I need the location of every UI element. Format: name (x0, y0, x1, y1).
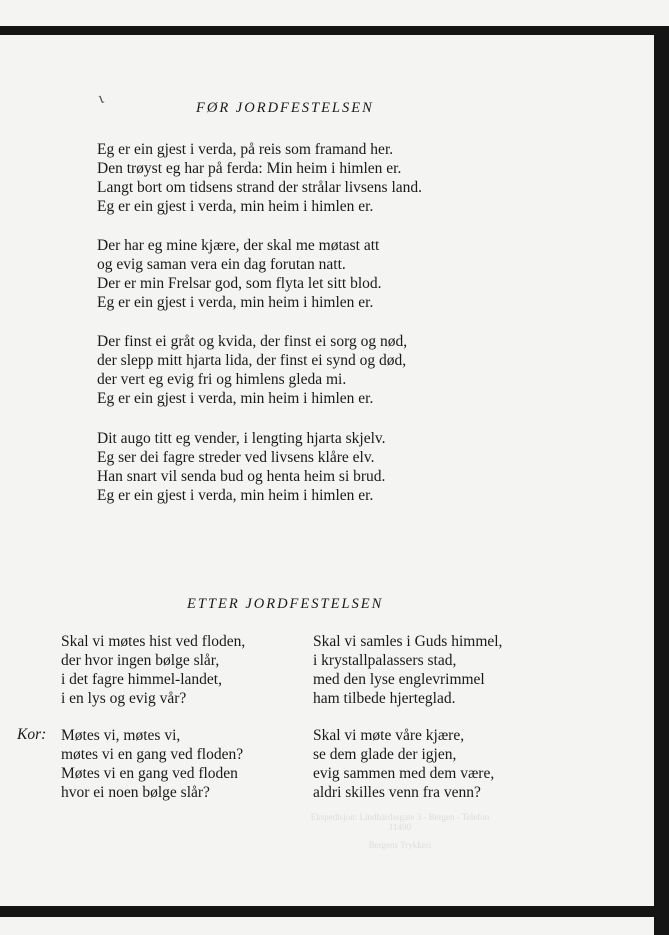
stanza-line: Der har eg mine kjære, der skal me møtast att (97, 237, 380, 254)
verse-line: Skal vi møtes hist ved floden, (61, 633, 246, 650)
pencil-mark-icon: ɩ (96, 89, 106, 108)
stanza-line: og evig saman vera ein dag forutan natt. (97, 256, 346, 273)
hymn-stanza (97, 429, 637, 505)
verse-line: hvor ei noen bølge slår? (61, 784, 210, 801)
stanza-line: Eg ser dei fagre streder ved livsens klåre elv. (97, 449, 375, 466)
page-border-right (654, 26, 669, 935)
section-title-after: ETTER JORDFESTELSEN (187, 596, 384, 612)
stanza-line: Der finst ei gråt og kvida, der finst ei sorg og nød, (97, 333, 408, 350)
chorus-verse (61, 726, 331, 802)
verse-line: aldri skilles venn fra venn? (313, 784, 481, 801)
verse-line: evig sammen med dem være, (313, 765, 495, 782)
verse-line: Møtes vi en gang ved floden (61, 765, 238, 782)
chorus-label: Kor: (17, 726, 47, 743)
stanza-line: Den trøyst eg har på ferda: Min heim i himlen er. (97, 160, 402, 177)
hymn-stanza (97, 332, 637, 408)
verse-line: se dem glade der igjen, (313, 746, 457, 763)
stanza-line: Dit augo titt eg vender, i lengting hjarta skjelv. (97, 430, 386, 447)
verse-line: Skal vi samles i Guds himmel, (313, 633, 503, 650)
verse-right-1 (313, 632, 583, 708)
bleedthrough-text: Bergens Trykkeri (368, 840, 432, 850)
stanza-line: Eg er ein gjest i verda, min heim i himlen er. (97, 198, 374, 215)
page-border-bottom (0, 906, 669, 917)
verse-line: Skal vi møte våre kjære, (313, 727, 465, 744)
hymn-stanza (97, 236, 637, 312)
verse-line: Møtes vi, møtes vi, (61, 727, 181, 744)
verse-left-1 (61, 632, 331, 708)
stanza-line: Der er min Frelsar god, som flyta let sitt blod. (97, 275, 382, 292)
stanza-line: der slepp mitt hjarta lida, der finst ei synd og død, (97, 352, 407, 369)
hymn-stanza (97, 140, 637, 216)
verse-line: møtes vi en gang ved floden? (61, 746, 244, 763)
verse-line: i en lys og evig vår? (61, 690, 187, 707)
verse-line: i krystallpalassers stad, (313, 652, 457, 669)
stanza-line: Eg er ein gjest i verda, min heim i himlen er. (97, 487, 374, 504)
verse-line: ham tilbede hjerteglad. (313, 690, 456, 707)
stanza-line: Eg er ein gjest i verda, på reis som framand her. (97, 141, 394, 158)
stanza-line: Eg er ein gjest i verda, min heim i himlen er. (97, 294, 374, 311)
section-title-before: FØR JORDFESTELSEN (196, 100, 374, 116)
stanza-line: der vert eg evig fri og himlens gleda mi. (97, 371, 347, 388)
verse-line: der hvor ingen bølge slår, (61, 652, 220, 669)
verse-right-2 (313, 726, 583, 802)
stanza-line: Eg er ein gjest i verda, min heim i himlen er. (97, 390, 374, 407)
stanza-line: Langt bort om tidsens strand der strålar livsens land. (97, 179, 423, 196)
stanza-line: Han snart vil senda bud og henta heim si brud. (97, 468, 386, 485)
bleedthrough-text: Ekspedisjon: Lindhardssgate 3 - Bergen - Telefon 11490 (310, 812, 490, 832)
page-border-top (0, 26, 669, 35)
verse-line: med den lyse englevrimmel (313, 671, 485, 688)
verse-line: i det fagre himmel-landet, (61, 671, 222, 688)
